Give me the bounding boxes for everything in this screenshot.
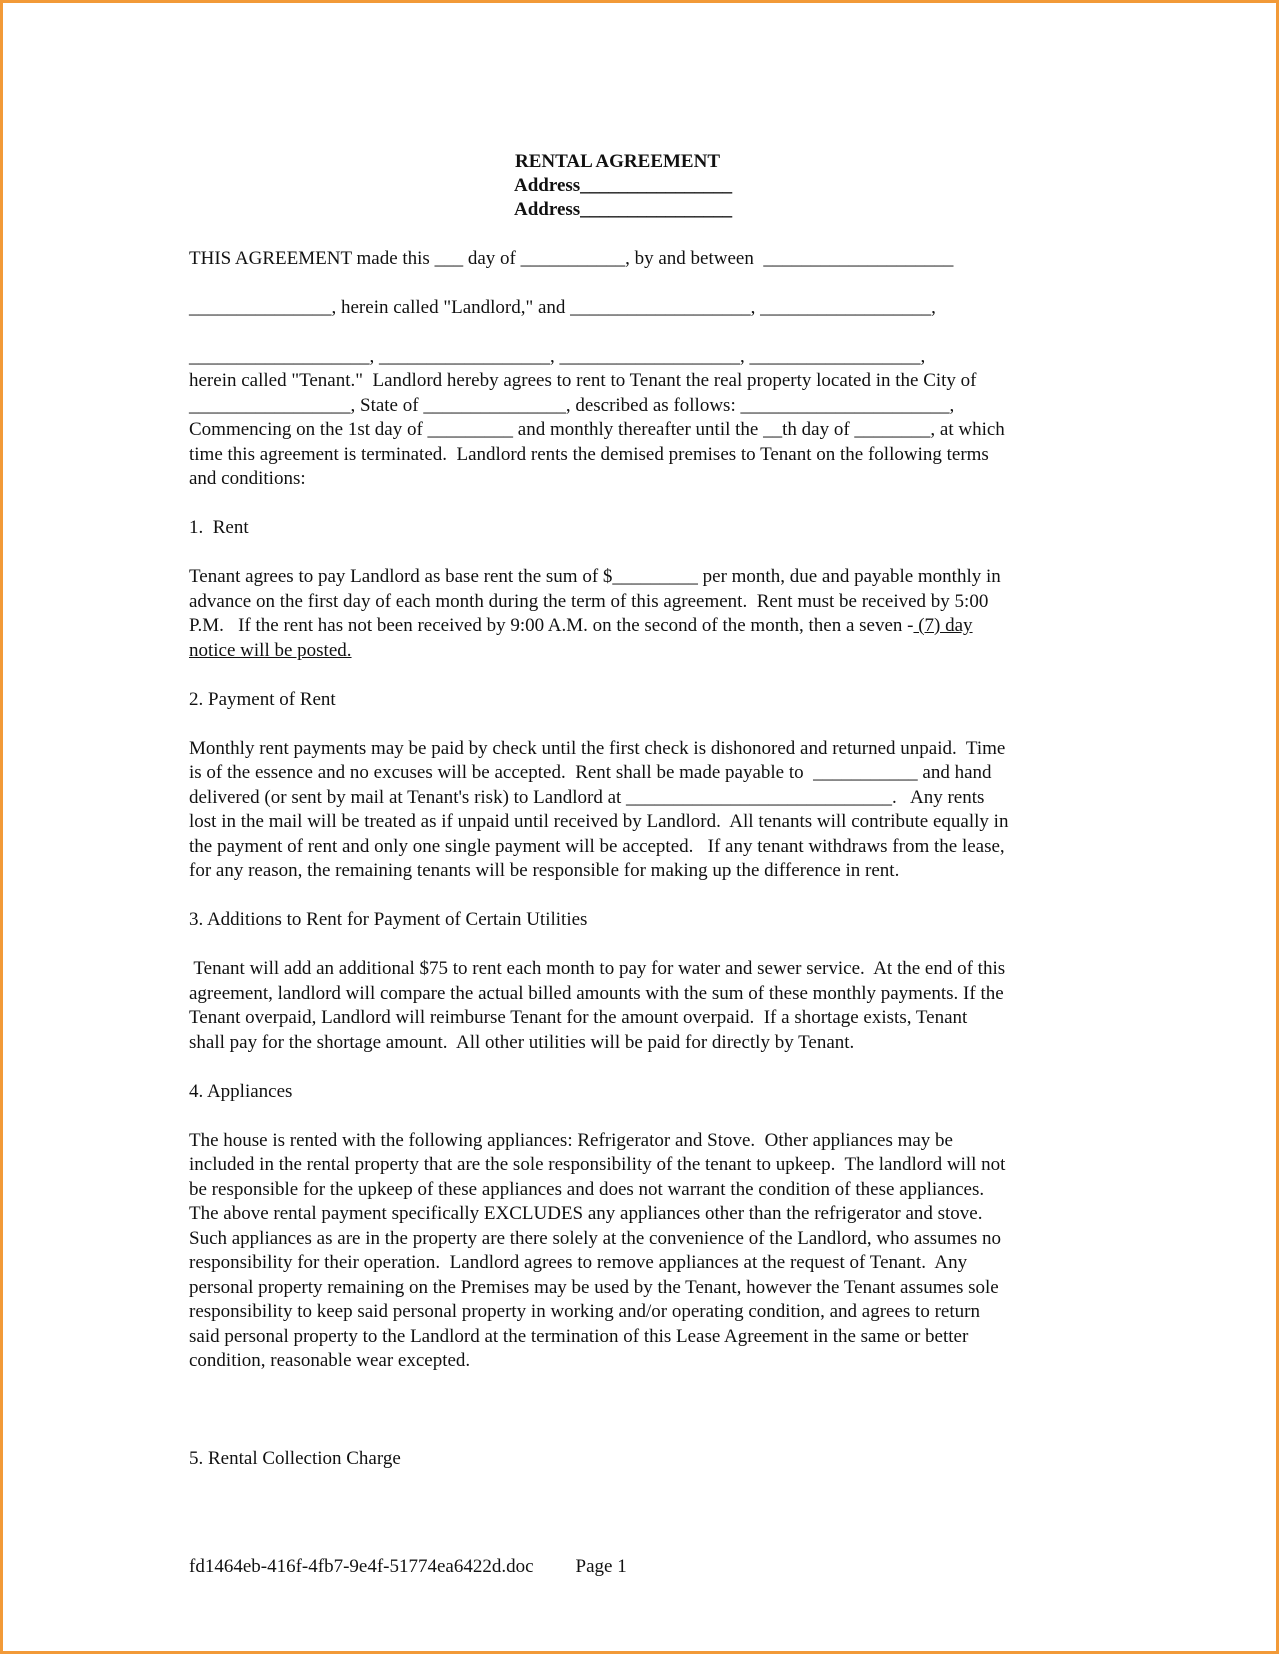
section-heading-payment: 2. Payment of Rent [189, 688, 336, 710]
rent-line-3 [189, 614, 1089, 639]
section-heading-rent: 1. Rent [189, 517, 249, 538]
payment-line-2: is of the essence and no excuses will be accepted. Rent shall be made payable to ___________ and hand [189, 762, 992, 783]
section-heading-utilities: 3. Additions to Rent for Payment of Certain Utilities [189, 909, 588, 930]
utilities-line-4: shall pay for the shortage amount. All other utilities will be paid for directly by Tenant. [189, 1031, 855, 1053]
document-body [189, 150, 1089, 1472]
intro-line-2: _______________, herein called "Landlord," and ___________________, __________________, [189, 296, 936, 318]
payment-line-6: for any reason, the remaining tenants will be responsible for making up the difference in rent. [189, 860, 900, 881]
appliances-line-1: The house is rented with the following appliances: Refrigerator and Stove. Other appliances may be [189, 1129, 953, 1151]
appliances-line-7: personal property remaining on the Premises may be used by the Tenant, however the Tenant assumes sole [189, 1276, 999, 1298]
appliances-line-8: responsibility to keep said personal property in working and/or operating condition, and agrees to return [189, 1301, 980, 1322]
intro-line-6: Commencing on the 1st day of _________ and monthly thereafter until the __th day of ________, at which [189, 419, 1005, 440]
intro-line-4: herein called "Tenant." Landlord hereby agrees to rent to Tenant the real property located in the City of [189, 370, 977, 391]
intro-line-8: and conditions: [189, 468, 306, 489]
section-heading-collection: 5. Rental Collection Charge [189, 1448, 401, 1469]
rent-line-3-text: P.M. If the rent has not been received by 9:00 A.M. on the second of the month, then a seven - [189, 615, 914, 636]
appliances-line-5: Such appliances as are in the property are there solely at the convenience of the Landlord, who assumes no [189, 1227, 1001, 1249]
page-footer [189, 1556, 627, 1578]
footer-filename: fd1464eb-416f-4fb7-9e4f-51774ea6422d.doc [189, 1556, 534, 1577]
title-block [514, 150, 1089, 222]
appliances-line-10: condition, reasonable wear excepted. [189, 1350, 471, 1371]
utilities-line-3: Tenant overpaid, Landlord will reimburse Tenant for the amount overpaid. If a shortage exists, Tenant [189, 1007, 968, 1028]
document-title: RENTAL AGREEMENT [515, 151, 720, 172]
intro-line-3: ___________________, __________________, ___________________, __________________, [189, 345, 926, 367]
payment-line-5: the payment of rent and only one single payment will be accepted. If any tenant withdraws from the lease, [189, 835, 1005, 857]
footer-page-number: Page 1 [575, 1556, 627, 1577]
section-heading-appliances: 4. Appliances [189, 1080, 293, 1102]
utilities-line-1: Tenant will add an additional $75 to rent each month to pay for water and sewer service. At the end of this [189, 958, 1006, 979]
intro-line-5: _________________, State of _______________, described as follows: ______________________, [189, 394, 955, 416]
appliances-line-6: responsibility for their operation. Landlord agrees to remove appliances at the request of Tenant. Any [189, 1252, 968, 1273]
payment-line-1: Monthly rent payments may be paid by check until the first check is dishonored and returned unpaid. Time [189, 737, 1006, 759]
address-line-2: Address________________ [514, 199, 733, 220]
rent-line-2: advance on the first day of each month during the term of this agreement. Rent must be received by 5:00 [189, 590, 989, 612]
address-line-1: Address________________ [514, 175, 733, 196]
intro-line-7: time this agreement is terminated. Landlord rents the demised premises to Tenant on the following terms [189, 443, 989, 465]
appliances-line-3: be responsible for the upkeep of these appliances and does not warrant the condition of these appliances. [189, 1178, 985, 1200]
rent-line-1: Tenant agrees to pay Landlord as base rent the sum of $_________ per month, due and payable monthly in [189, 566, 1001, 587]
utilities-line-2: agreement, landlord will compare the actual billed amounts with the sum of these monthly payments. If the [189, 982, 1004, 1004]
appliances-line-2: included in the rental property that are the sole responsibility of the tenant to upkeep. The landlord will not [189, 1154, 1006, 1175]
rent-notice-underlined: (7) day [913, 615, 973, 636]
intro-line-1: THIS AGREEMENT made this ___ day of ___________, by and between ____________________ [189, 247, 954, 269]
rent-line-4: notice will be posted. [189, 639, 352, 661]
appliances-line-4: The above rental payment specifically EXCLUDES any appliances other than the refrigerator and stove. [189, 1203, 983, 1224]
appliances-line-9: said personal property to the Landlord at the termination of this Lease Agreement in the same or better [189, 1325, 969, 1347]
payment-line-4: lost in the mail will be treated as if unpaid until received by Landlord. All tenants will contribute equally in [189, 811, 1009, 832]
payment-line-3: delivered (or sent by mail at Tenant's risk) to Landlord at ____________________________. Any rents [189, 786, 985, 808]
